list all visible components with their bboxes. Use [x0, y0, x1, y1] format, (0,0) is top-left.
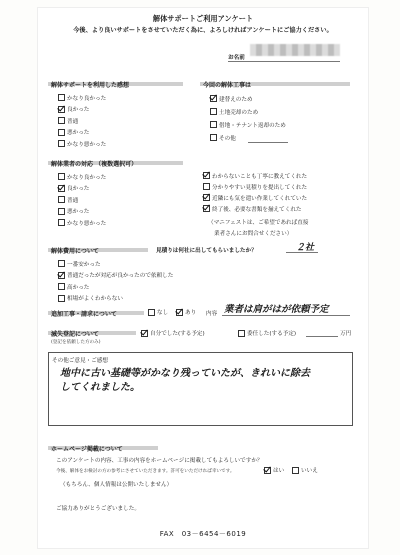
checkbox[interactable] — [58, 173, 65, 180]
q1-options — [58, 92, 106, 150]
checkbox[interactable] — [58, 117, 65, 124]
homepage-note-1: 今後、解体をお検討の方の参考にさせていただきます。許可をいただければ幸いです。 — [56, 469, 235, 474]
q1-option[interactable]: 悪かった — [58, 127, 106, 139]
q4-option[interactable]: 高かった — [58, 281, 173, 293]
q4-option[interactable]: 普通だったが対応が良かったので依頼した — [58, 270, 173, 282]
q1-option[interactable]: かなり良かった — [58, 92, 106, 104]
q2-options — [210, 92, 286, 144]
homepage-title: ホームページ掲載について — [51, 446, 123, 453]
q4-options — [58, 258, 173, 304]
comments-line-1: 地中に古い基礎等がかなり残っていたが、きれいに除去 — [60, 368, 310, 379]
q3-right-options — [203, 170, 307, 214]
checkbox[interactable] — [203, 183, 210, 190]
q3r-option[interactable]: 終了後、必要な書類を揃えてくれた — [203, 203, 307, 214]
checkbox[interactable] — [238, 330, 245, 337]
q3-options — [58, 171, 106, 229]
homepage-note-2: （もちろん、個人情報は公開いたしません） — [60, 482, 173, 488]
manifest-note-1: （マニフェストは、ご希望であれば直接 — [208, 220, 309, 226]
comments-title: その他ご意見・ご感想 — [52, 358, 108, 364]
q3-title: 解体業者の対応 （複数選択可） — [51, 161, 138, 168]
q1-option[interactable]: 普通 — [58, 115, 106, 127]
q6-delegate[interactable]: 委任した(する予定) — [238, 329, 296, 337]
estimate-underline — [286, 252, 318, 253]
q6-subtitle: (登記を依頼した方のみ) — [51, 340, 101, 345]
checkbox[interactable] — [58, 129, 65, 136]
q2-title: 今回の解体工事は — [203, 82, 252, 89]
checkbox-checked[interactable] — [141, 330, 148, 337]
q6-title: 滅失登記について — [51, 331, 99, 338]
checkbox-checked[interactable] — [210, 95, 217, 102]
checkbox[interactable] — [58, 140, 65, 147]
q5-title: 追加工事・請求について — [51, 311, 117, 318]
comments-line-2: してくれました。 — [60, 382, 140, 393]
checkbox[interactable] — [210, 134, 217, 141]
checkbox-checked[interactable] — [58, 106, 65, 113]
q2-option[interactable]: 建替えのため — [210, 92, 286, 105]
checkbox-checked[interactable] — [58, 272, 65, 279]
q5-content-label: 内容 — [206, 311, 218, 317]
q6-self[interactable]: 自分でした(する予定) — [141, 329, 205, 337]
q2-option[interactable]: その他 — [210, 131, 286, 144]
q4-title: 解体費用について — [51, 248, 99, 255]
checkbox[interactable] — [58, 283, 65, 290]
survey-title: 解体サポートご利用アンケート — [152, 14, 254, 23]
survey-intro: 今後、より良いサポートをさせていただく為に、よろしければアンケートにご協力ください。 — [73, 27, 333, 34]
q4-option[interactable]: 相場がよくわからない — [58, 293, 173, 305]
checkbox[interactable] — [58, 295, 65, 302]
q1-option[interactable]: 良かった — [58, 104, 106, 116]
name-label: お名前 — [228, 55, 245, 61]
q3r-option[interactable]: 分かりやすい見積りを提出してくれた — [203, 181, 307, 192]
q3r-option[interactable]: わからないことも丁寧に教えてくれた — [203, 170, 307, 181]
checkbox[interactable] — [58, 260, 65, 267]
manifest-note-2: 業者さんにお問合せください） — [214, 231, 293, 237]
q5-none[interactable]: なし — [148, 308, 168, 316]
homepage-question: このアンケートの内容、工事の内容をホームページに掲載してもよろしいですか？ — [56, 458, 263, 464]
q3-option[interactable]: かなり良かった — [58, 171, 106, 183]
fax-number: FAX 03－6454－6019 — [159, 530, 247, 538]
q2-option[interactable]: 借地・テナント返却のため — [210, 118, 286, 131]
q1-title: 解体サポートを利用した感想 — [51, 82, 130, 89]
estimate-question: 見積りは何社に出してもらいましたか？ — [156, 248, 257, 254]
q3-option[interactable]: 悪かった — [58, 206, 106, 218]
amount-underline — [306, 336, 338, 337]
checkbox[interactable] — [58, 208, 65, 215]
q2-option[interactable]: 土地売却のため — [210, 105, 286, 118]
checkbox[interactable] — [210, 121, 217, 128]
other-underline — [248, 142, 288, 143]
checkbox-checked[interactable] — [203, 172, 210, 179]
checkbox-checked[interactable] — [264, 467, 271, 474]
q5-yes[interactable]: あり — [176, 308, 196, 316]
q1-option[interactable]: かなり悪かった — [58, 138, 106, 150]
q5-underline — [222, 315, 350, 316]
survey-sheet — [38, 8, 368, 548]
estimate-answer: ２社 — [296, 243, 315, 253]
q3-option[interactable]: 普通 — [58, 194, 106, 206]
q3-option[interactable]: かなり悪かった — [58, 217, 106, 229]
name-underline — [228, 61, 340, 62]
checkbox[interactable] — [58, 196, 65, 203]
checkbox-checked[interactable] — [203, 205, 210, 212]
q3r-option[interactable]: 近隣にも気を遣い作業してくれていた — [203, 192, 307, 203]
q5-content-answer: 業者は肩がはが依頼予定 — [224, 304, 329, 315]
checkbox[interactable] — [148, 309, 155, 316]
checkbox[interactable] — [210, 108, 217, 115]
amount-unit: 万円 — [340, 331, 352, 337]
homepage-no[interactable]: いいえ — [292, 466, 318, 474]
checkbox-checked[interactable] — [203, 194, 210, 201]
checkbox[interactable] — [58, 219, 65, 226]
homepage-yes[interactable]: はい — [264, 466, 284, 474]
q4-option[interactable]: 一番安かった — [58, 258, 173, 270]
thanks-text: ご協力ありがとうございました。 — [56, 506, 140, 512]
checkbox[interactable] — [292, 467, 299, 474]
redacted-name — [250, 44, 340, 56]
checkbox-checked[interactable] — [176, 309, 183, 316]
q3-option[interactable]: 良かった — [58, 183, 106, 195]
checkbox-checked[interactable] — [58, 185, 65, 192]
checkbox[interactable] — [58, 94, 65, 101]
